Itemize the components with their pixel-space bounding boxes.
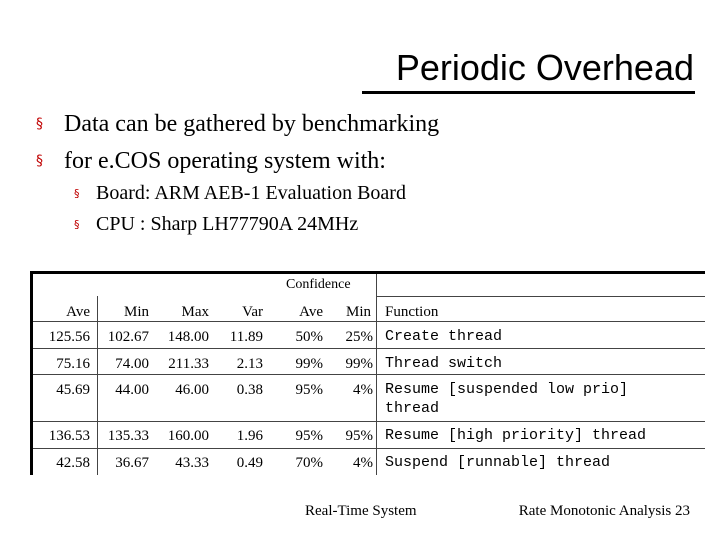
cell-conf-ave: 95% (295, 428, 323, 444)
cell-min: 74.00 (115, 356, 149, 372)
cell-var: 2.13 (236, 356, 263, 372)
bullet-ecos (36, 147, 386, 175)
cell-function: Thread switch (385, 355, 503, 372)
cell-conf-ave: 50% (295, 329, 323, 345)
table-rule (97, 296, 98, 475)
cell-conf-ave: 99% (295, 356, 323, 372)
cell-conf-ave: 70% (295, 455, 323, 471)
cell-function: Resume [suspended low prio] (385, 381, 629, 398)
sub-bullet-cpu (74, 212, 358, 237)
cell-var: 1.96 (236, 428, 263, 444)
col-header-var: Var (242, 304, 263, 320)
cell-max: 43.33 (175, 455, 209, 471)
confidence-header: Confidence (286, 277, 351, 292)
cell-function: Suspend [runnable] thread (385, 454, 611, 471)
cell-conf-min: 25% (345, 329, 373, 345)
table-rule (376, 296, 705, 297)
footer-right: Rate Monotonic Analysis 23 (518, 503, 690, 519)
title-underline (362, 91, 695, 94)
slide-title: Periodic Overhead (395, 47, 694, 88)
cell-ave: 75.16 (56, 356, 90, 372)
cell-var: 0.38 (236, 382, 263, 398)
cell-function-continued: thread (385, 400, 440, 417)
cell-ave: 136.53 (48, 428, 90, 444)
bullet-marker-icon: § (36, 116, 43, 132)
sub-bullet-marker-icon: § (74, 218, 80, 231)
cell-min: 102.67 (107, 329, 149, 345)
col-header-conf-ave: Ave (299, 304, 323, 320)
table-rule (33, 321, 705, 322)
table-rule (33, 374, 705, 375)
sub-bullet-marker-icon: § (74, 187, 80, 200)
cell-var: 0.49 (236, 455, 263, 471)
bullet-text: for e.COS operating system with: (64, 148, 386, 174)
bullet-benchmarking (36, 110, 439, 138)
cell-conf-min: 4% (353, 382, 373, 398)
col-header-min: Min (123, 304, 149, 320)
sub-bullet-text: CPU : Sharp LH77790A 24MHz (96, 213, 359, 235)
bullet-marker-icon: § (36, 153, 43, 169)
table-rule (33, 348, 705, 349)
col-header-conf-min: Min (345, 304, 371, 320)
cell-max: 160.00 (167, 428, 209, 444)
cell-ave: 42.58 (56, 455, 90, 471)
table-rule (376, 274, 377, 475)
cell-conf-min: 99% (345, 356, 373, 372)
cell-max: 46.00 (175, 382, 209, 398)
col-header-max: Max (181, 304, 209, 320)
col-header-function: Function (385, 304, 439, 320)
footer-left: Real-Time System (305, 503, 417, 519)
cell-min: 135.33 (107, 428, 149, 444)
cell-max: 148.00 (167, 329, 209, 345)
table-rule (33, 421, 705, 422)
cell-function: Create thread (385, 328, 503, 345)
table-rule (33, 448, 705, 449)
cell-max: 211.33 (168, 356, 209, 372)
cell-conf-min: 4% (353, 455, 373, 471)
col-header-ave: Ave (66, 304, 90, 320)
cell-min: 36.67 (115, 455, 149, 471)
cell-var: 11.89 (229, 329, 263, 345)
cell-conf-ave: 95% (295, 382, 323, 398)
sub-bullet-board (74, 181, 406, 206)
cell-conf-min: 95% (345, 428, 373, 444)
cell-function: Resume [high priority] thread (385, 427, 647, 444)
cell-ave: 45.69 (56, 382, 90, 398)
bullet-text: Data can be gathered by benchmarking (64, 111, 440, 137)
cell-ave: 125.56 (48, 329, 90, 345)
sub-bullet-text: Board: ARM AEB-1 Evaluation Board (96, 182, 406, 204)
cell-min: 44.00 (115, 382, 149, 398)
